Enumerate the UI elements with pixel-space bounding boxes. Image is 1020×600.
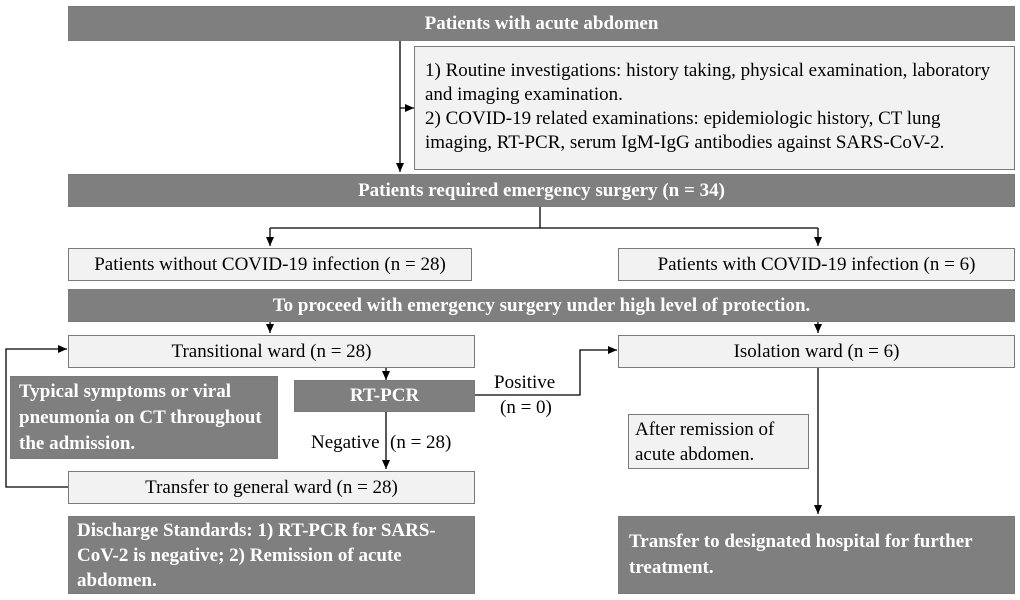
- investigations-line-1: 1) Routine investigations: history taking, physical examination, laboratory and imaging examination.: [425, 60, 991, 105]
- node-emergency-surgery: Patients required emergency surgery (n = 34): [68, 174, 1015, 207]
- node-discharge-standards: Discharge Standards: 1) RT-PCR for SARS-CoV-2 is negative; 2) Remission of acute abdomen.: [68, 516, 475, 594]
- node-transfer-designated: Transfer to designated hospital for further treatment.: [618, 516, 1015, 594]
- node-investigations: [414, 46, 1015, 170]
- node-typical-symptoms: Typical symptoms or viral pneumonia on CT throughout the admission.: [10, 376, 278, 459]
- label-positive-n: (n = 0): [500, 397, 552, 418]
- node-isolation-ward: Isolation ward (n = 6): [618, 335, 1015, 368]
- node-high-protection: To proceed with emergency surgery under high level of protection.: [68, 289, 1015, 322]
- label-negative: Negative: [311, 432, 380, 453]
- label-positive: Positive: [494, 372, 556, 393]
- investigations-line-2: 2) COVID-19 related examinations: epidemiologic history, CT lung imaging, RT-PCR, serum IgM-IgG antibodies against SARS-CoV-2.: [425, 108, 945, 153]
- node-transitional-ward: Transitional ward (n = 28): [68, 335, 475, 368]
- node-rt-pcr: RT-PCR: [294, 380, 475, 412]
- node-after-remission: After remission of acute abdomen.: [628, 414, 809, 469]
- label-negative-n: (n = 28): [390, 432, 452, 453]
- node-without-covid: Patients without COVID-19 infection (n = 28): [68, 248, 472, 281]
- node-acute-abdomen: Patients with acute abdomen: [68, 6, 1015, 41]
- node-transfer-general: Transfer to general ward (n = 28): [68, 471, 475, 504]
- node-with-covid: Patients with COVID-19 infection (n = 6): [618, 248, 1015, 281]
